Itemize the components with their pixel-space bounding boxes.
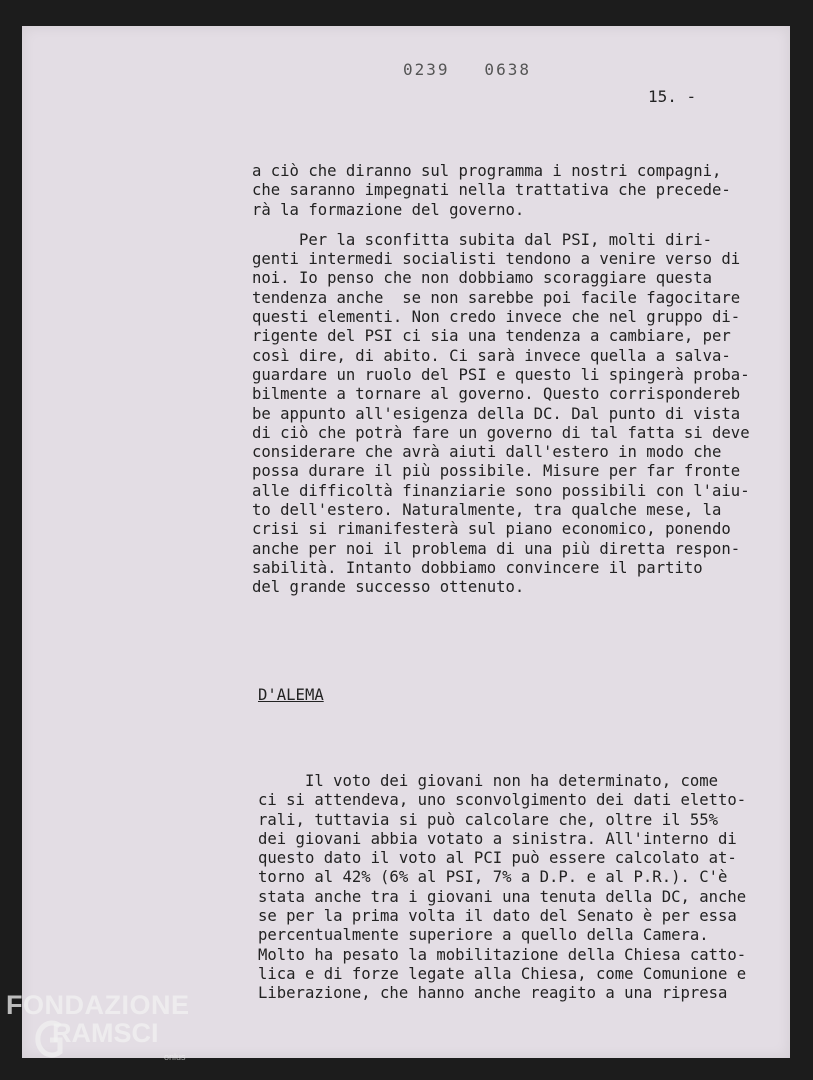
- text-line: sabilità. Intanto dobbiamo convincere il partito: [252, 558, 703, 577]
- text-line: noi. Io penso che non dobbiamo scoraggiare questa: [252, 269, 713, 288]
- text-line: Il voto dei giovani non ha determinato, come: [258, 772, 719, 790]
- text-line: lica e di forze legate alla Chiesa, come Comunione e: [258, 964, 747, 983]
- text-line: stata anche tra i giovani una tenuta della DC, anche: [258, 887, 747, 906]
- text-line: rà la formazione del governo.: [252, 200, 525, 219]
- text-line: considerare che avrà aiuti dall'estero in modo che: [252, 443, 722, 462]
- text-line: rali, tuttavia si può calcolare che, oltre il 55%: [258, 810, 719, 829]
- body-text-top: [252, 162, 750, 598]
- archive-stamp: 0239 0638: [403, 60, 531, 79]
- text-line: be appunto all'esigenza della DC. Dal punto di vista: [252, 404, 741, 423]
- text-line: bilmente a tornare al governo. Questo corrisponde​reb: [252, 385, 741, 404]
- text-line: alle difficoltà finanziarie sono possibili con l'aiu-: [252, 481, 750, 500]
- speaker-heading: D'ALEMA: [258, 686, 324, 704]
- text-line: percentualmente superiore a quello della Camera.: [258, 926, 709, 945]
- text-line: così dire, di abito. Ci sarà invece quella a salva-: [252, 346, 731, 365]
- text-line: a ciò che diranno sul programma i nostri compagni,: [252, 162, 722, 180]
- text-line: questo dato il voto al PCI può essere calcolato at-: [258, 849, 737, 868]
- text-line: che saranno impegnati nella trattativa che precede-: [252, 181, 731, 200]
- text-line: torno al 42% (6% al PSI, 7% a D.P. e al P.R.). C'è: [258, 868, 728, 887]
- text-line: genti intermedi socialisti tendono a venire verso di: [252, 250, 741, 269]
- text-line: guardare un ruolo del PSI e questo li spingerà proba-: [252, 365, 750, 384]
- text-line: anche per noi il problema di una più diretta respon-: [252, 539, 741, 558]
- text-line: rigente del PSI ci sia una tendenza a cambiare, per: [252, 327, 731, 346]
- text-line: se per la prima volta il dato del Senato è per essa: [258, 907, 737, 926]
- text-line: ci si attendeva, uno sconvolgimento dei dati eletto-: [258, 791, 747, 810]
- text-line: tendenza anche se non sarebbe poi facile fagocitare: [252, 288, 741, 307]
- watermark-onlus: onlus: [164, 1052, 186, 1062]
- watermark-foundation: FONDAZIONE: [6, 990, 190, 1020]
- text-line: questi elementi. Non credo invece che nel gruppo di-: [252, 308, 741, 327]
- text-line: dei giovani abbia votato a sinistra. All'interno di: [258, 829, 737, 848]
- text-line: Liberazione, che hanno anche reagito a una ripresa: [258, 984, 728, 1003]
- text-line: crisi si rimanifesterà sul piano economico, ponendo: [252, 520, 731, 539]
- text-line: di ciò che potrà fare un governo di tal fatta si deve: [252, 423, 750, 442]
- text-line: to dell'estero. Naturalmente, tra qualche mese, la: [252, 501, 722, 520]
- text-line: del grande successo ottenuto.: [252, 578, 525, 597]
- page-number: 15. -: [648, 87, 697, 106]
- text-line: possa durare il più possibile. Misure per far fronte: [252, 462, 741, 481]
- text-line: Per la sconfitta subita dal PSI, molti diri-: [252, 230, 713, 249]
- watermark-gramsci: RAMSCI: [52, 1018, 159, 1048]
- text-line: Molto ha pesato la mobilitazione della Chiesa catto-: [258, 945, 747, 964]
- body-text-bottom: [258, 772, 746, 1004]
